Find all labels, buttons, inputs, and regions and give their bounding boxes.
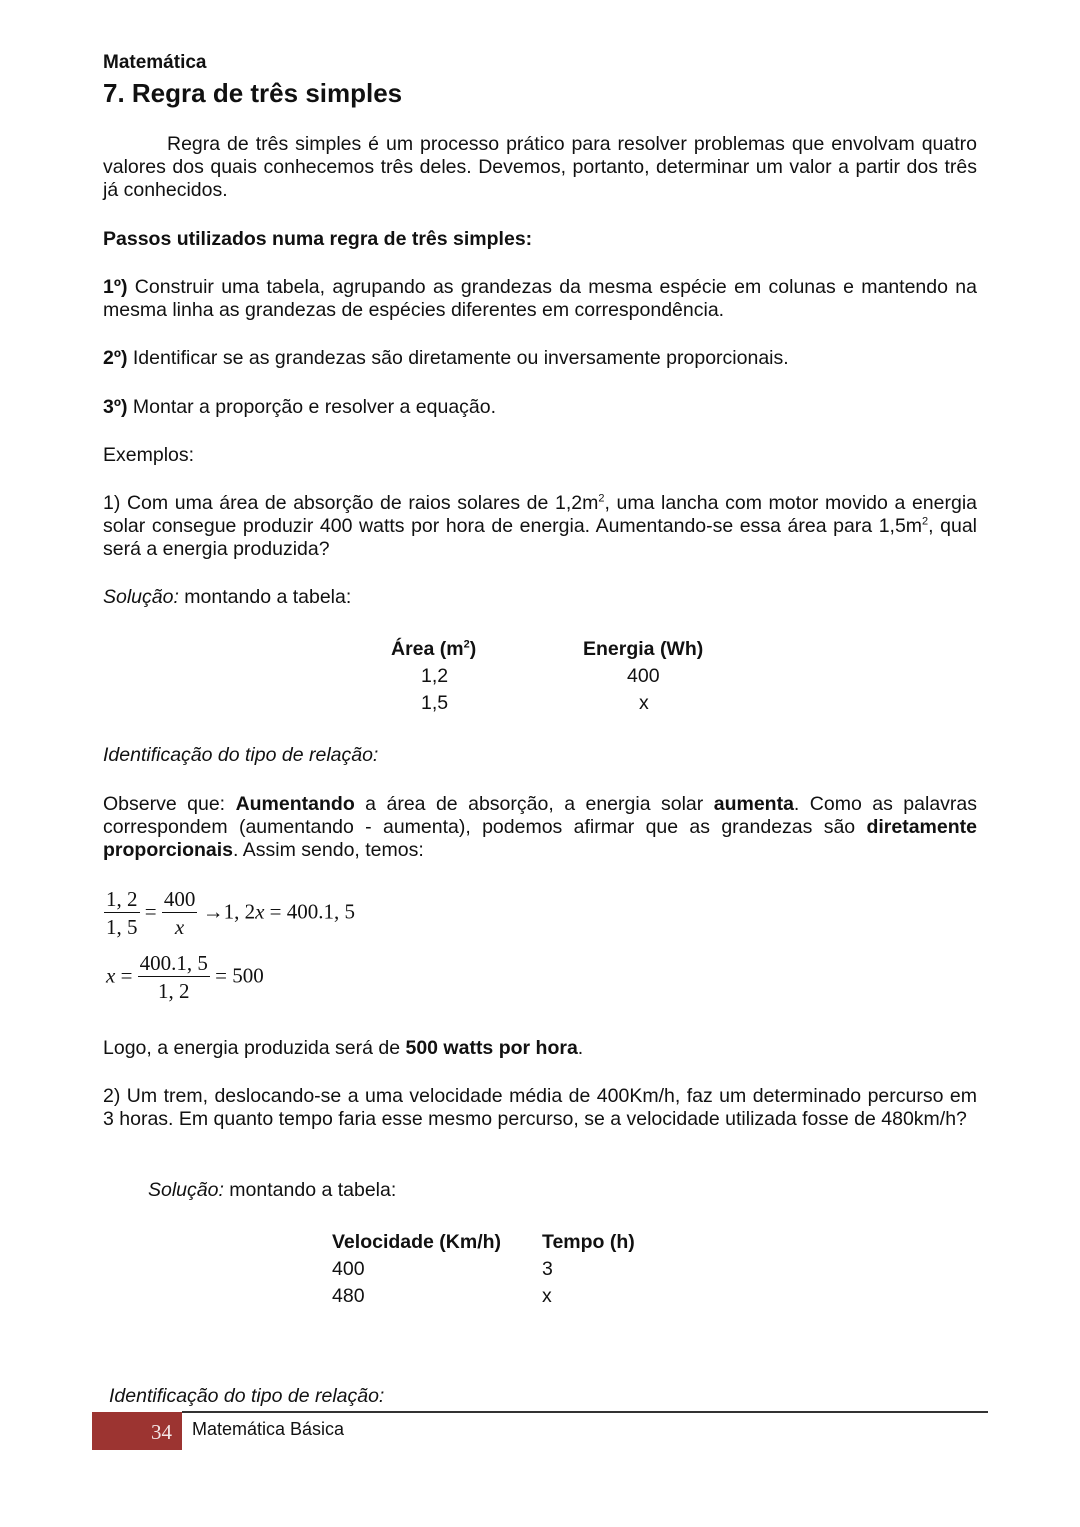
conclusion-text: . (577, 1037, 584, 1059)
example-1-relation-label: Identificação do tipo de relação: (103, 744, 379, 766)
result: = 500 (215, 963, 264, 988)
step-2 (103, 347, 977, 370)
fraction (162, 886, 198, 941)
table-cell: 400 (627, 665, 660, 687)
variable: x (255, 899, 265, 924)
obs-text: . Como as palavras correspondem (aumentando - aumenta), podemos afirmar que as grandezas são (103, 793, 978, 838)
section-title: 7. Regra de três simples (103, 78, 403, 108)
example-1-text-b: , uma lancha com motor movido a energia solar consegue produzir 400 watts por hora de energia. Aumentando-se essa área para 1,5m (103, 492, 977, 537)
example-1-text-a: 1) Com uma área de absorção de raios solares de 1,2m (103, 492, 599, 514)
table-cell: 1,5 (421, 692, 449, 714)
intro-paragraph: Regra de três simples é um processo prático para resolver problemas que envolvam quatro valores dos quais conhecemos três deles. Devemos, portanto, determinar um valor a partir dos três já conhecidos. (103, 133, 977, 201)
conclusion-text: Logo, a energia produzida será de (103, 1037, 406, 1059)
arrow-icon: → (202, 899, 224, 924)
example-1-conclusion (103, 1037, 977, 1060)
equation-solution (106, 950, 264, 1005)
table-header-speed: Velocidade (Km/h) (332, 1231, 502, 1253)
examples-label: Exemplos: (103, 444, 195, 466)
table-cell: x (639, 692, 649, 714)
rhs: = 400.1, 5 (264, 899, 356, 924)
step-3-text: Montar a proporção e resolver a equação. (127, 396, 497, 418)
table-cell: 3 (542, 1258, 553, 1280)
denominator: 1, 2 (158, 979, 190, 1003)
example-2-relation-label: Identificação do tipo de relação: (109, 1385, 385, 1407)
step-2-text: Identificar se as grandezas são diretamente ou inversamente proporcionais. (127, 347, 789, 369)
example-1-solution-line (103, 586, 977, 609)
header-text: Área (m (391, 638, 464, 660)
step-1 (103, 276, 977, 322)
rhs: 1, 2 (223, 899, 256, 924)
obs-text: a área de absorção, a energia solar (354, 793, 714, 815)
variable: x (106, 963, 116, 988)
numerator: 1, 2 (106, 887, 138, 911)
obs-text: . Assim sendo, temos: (233, 839, 424, 861)
page-number-box (92, 1412, 182, 1450)
header-close: ) (469, 638, 477, 660)
table-header-area (391, 636, 476, 663)
table-header-energy: Energia (Wh) (583, 638, 704, 660)
example-1-statement (103, 492, 977, 561)
step-1-number: 1º) (103, 276, 128, 298)
equation-proportion (104, 886, 355, 941)
table-cell: 1,2 (421, 665, 449, 687)
solution-text: montando a tabela: (178, 586, 352, 608)
solution-label: Solução: (148, 1179, 224, 1201)
numerator: 400 (163, 887, 196, 911)
denominator: 1, 5 (106, 915, 138, 939)
fraction (104, 886, 140, 941)
denominator: x (174, 915, 185, 939)
table-cell: 480 (332, 1285, 365, 1307)
equals: = (144, 899, 157, 924)
step-2-number: 2º) (103, 347, 128, 369)
table-header-time: Tempo (h) (542, 1231, 635, 1253)
footer-rule (182, 1411, 988, 1413)
conclusion-bold: 500 watts por hora (405, 1037, 578, 1059)
step-3-number: 3º) (103, 396, 128, 418)
subject-label: Matemática (103, 52, 207, 73)
superscript: 2 (463, 638, 470, 651)
footer-book-title: Matemática Básica (192, 1419, 345, 1439)
step-1-text: Construir uma tabela, agrupando as grandezas da mesma espécie em colunas e mantendo na mesma linha as grandezas de espécies diferentes em correspondência. (103, 276, 977, 321)
example-1-text-c: , qual será a energia produzida? (103, 515, 978, 560)
step-3 (103, 396, 977, 419)
obs-bold: Aumentando (235, 793, 355, 815)
obs-bold: diretamente proporcionais (103, 816, 977, 861)
superscript: 2 (598, 492, 605, 505)
obs-text: Observe que: (103, 793, 236, 815)
numerator: 400.1, 5 (139, 951, 208, 975)
example-2-statement: 2) Um trem, deslocando-se a uma velocidade média de 400Km/h, faz um determinado percurso em 3 horas. Em quanto tempo faria esse mesmo percurso, se a velocidade utilizada fosse de 480km/h? (103, 1085, 977, 1130)
table-cell: x (542, 1285, 552, 1307)
solution-text: montando a tabela: (223, 1179, 397, 1201)
steps-heading: Passos utilizados numa regra de três simples: (103, 228, 533, 250)
page-number: 34 (151, 1420, 172, 1444)
fraction (138, 950, 210, 1005)
example-2-solution-line (148, 1179, 978, 1202)
table-cell: 400 (332, 1258, 365, 1280)
solution-label: Solução: (103, 586, 179, 608)
example-1-observation (103, 793, 977, 862)
equals: = (120, 963, 133, 988)
obs-bold: aumenta (713, 793, 794, 815)
superscript: 2 (922, 515, 929, 528)
